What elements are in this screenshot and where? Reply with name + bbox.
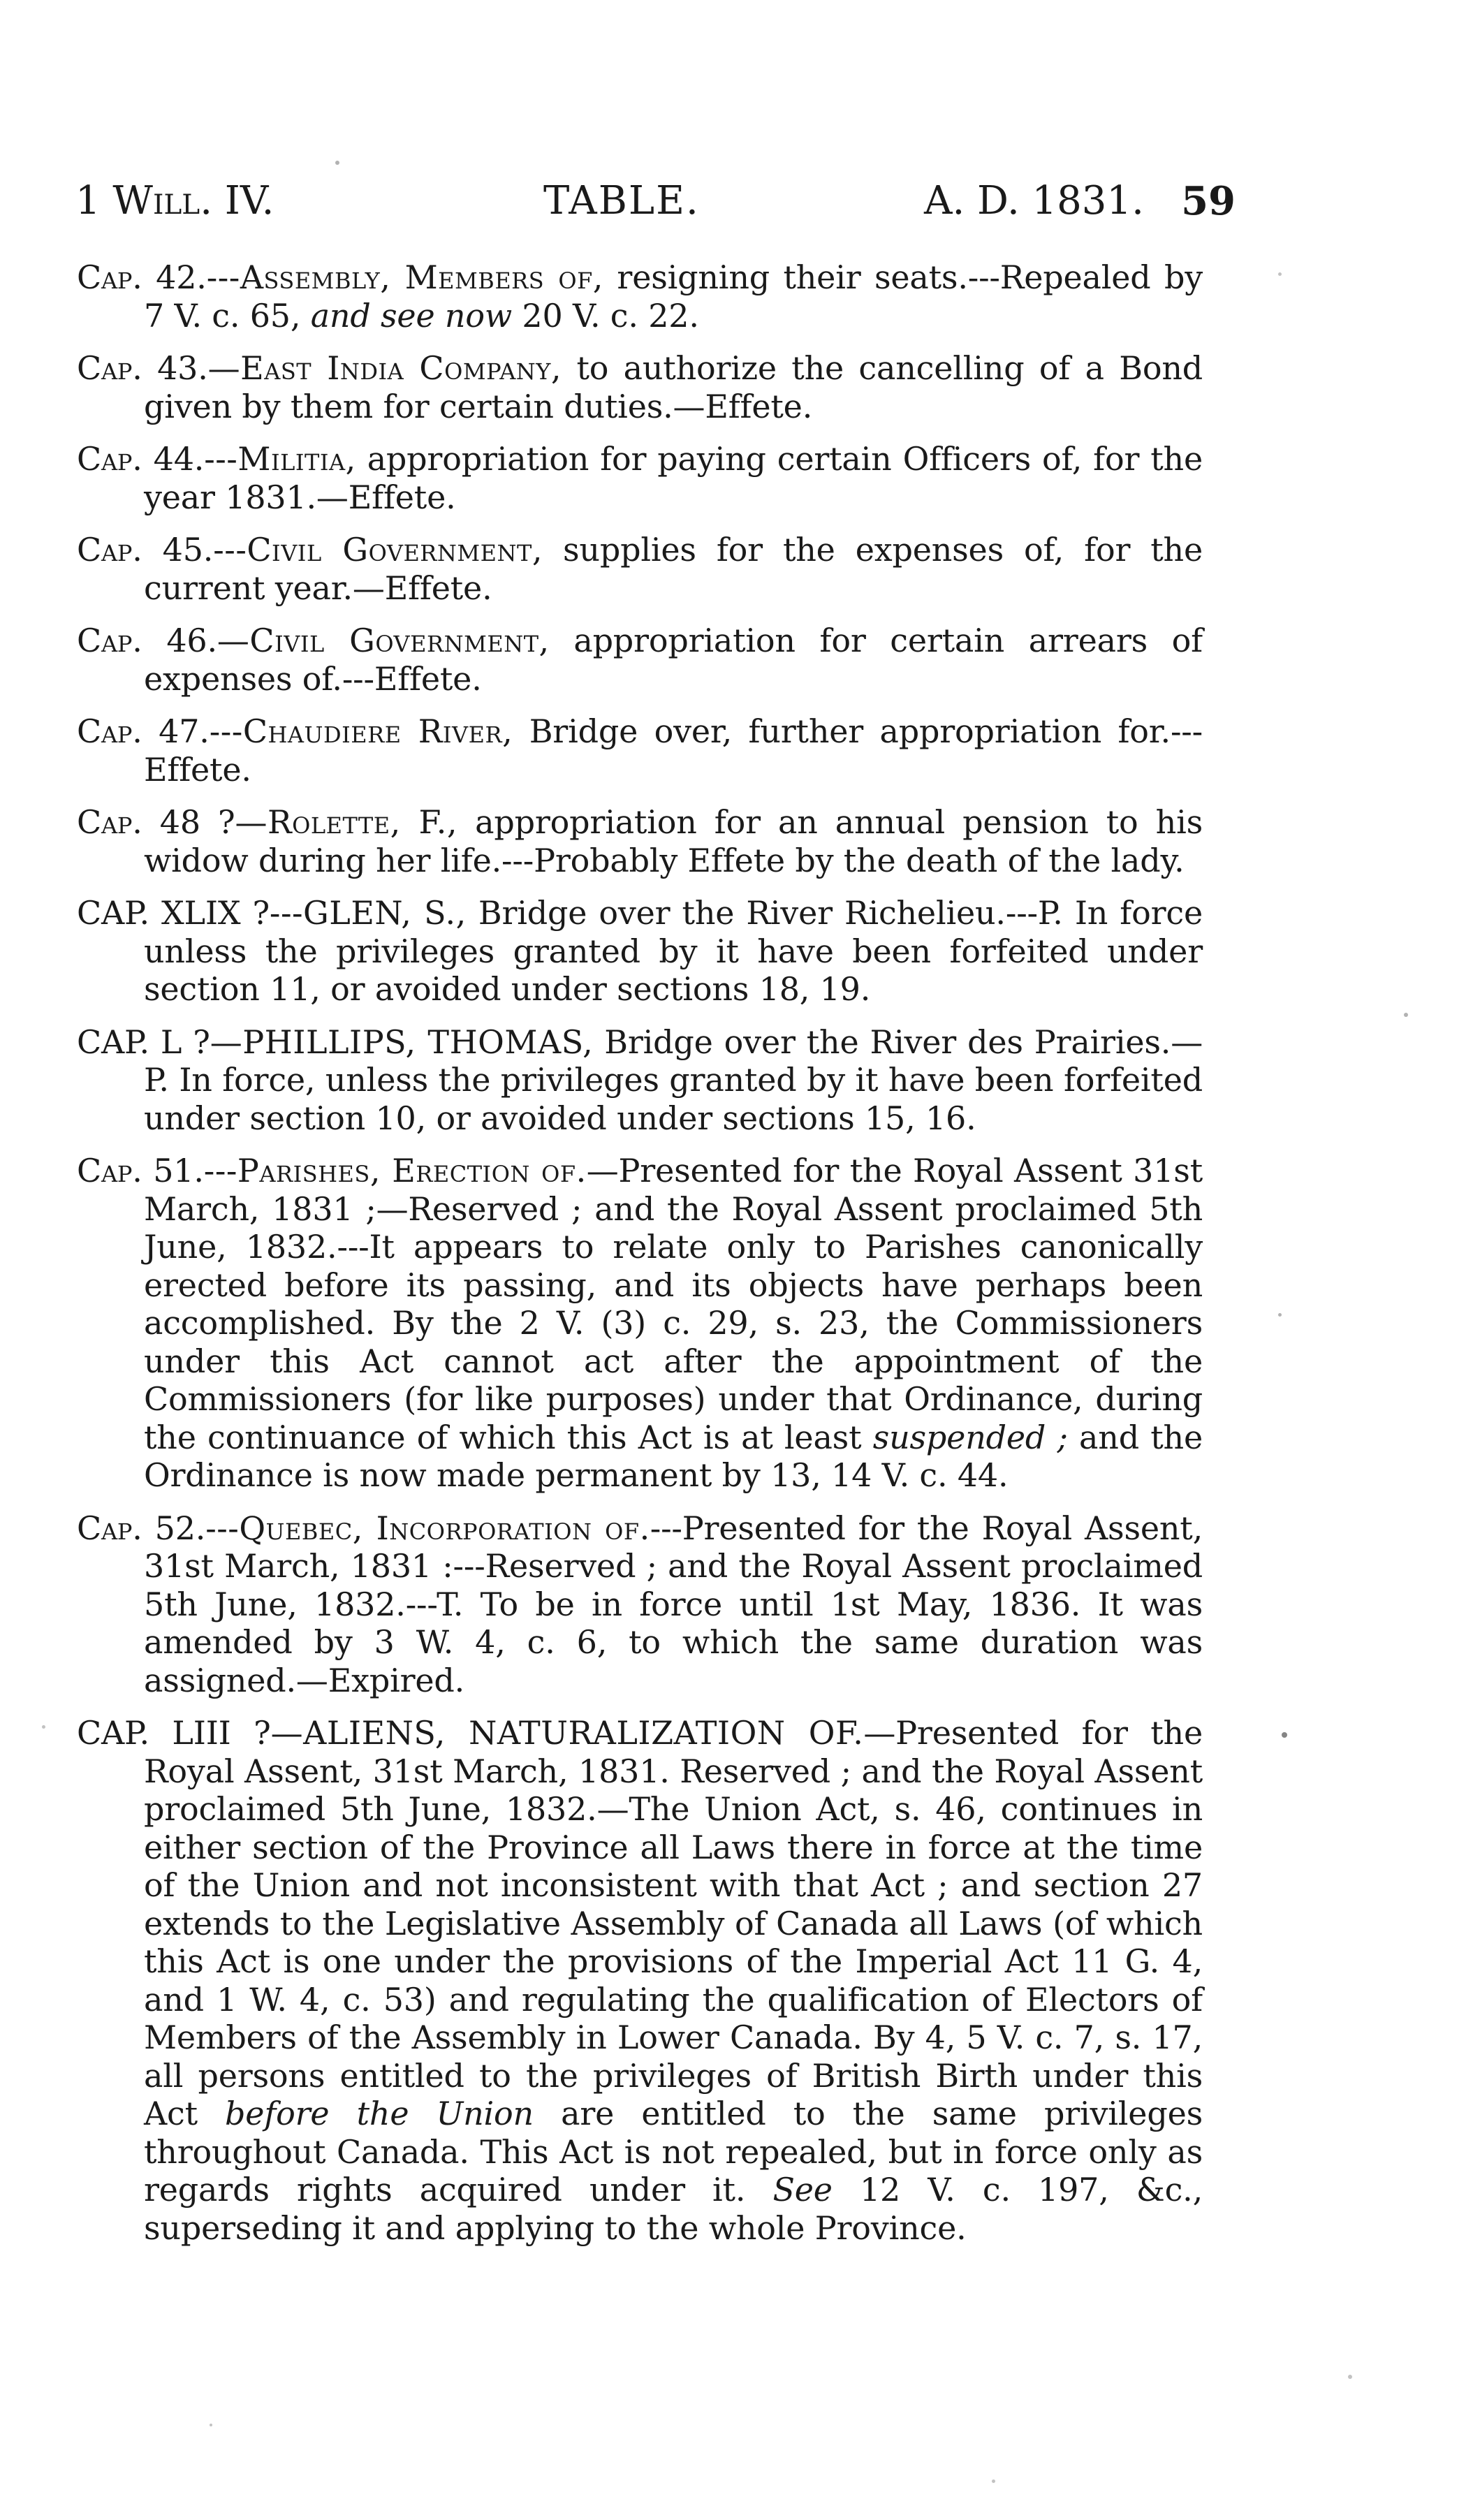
- print-speck: [1348, 2375, 1352, 2379]
- chapter-number: Cap. 43.: [77, 349, 208, 387]
- entry-text: ---Presented for the Royal Assent, 31st March, 1831 :---Reserved ; and the Royal Assent proclaimed 5th June, 1832.---T. To be in force until 1st May, 1836. It was amended by 3 W. 4, c. 6, to which the same duration was assigned.—Expired.: [144, 1509, 1203, 1699]
- chapter-number: Cap. 42.: [77, 258, 207, 296]
- print-speck: [42, 1725, 45, 1729]
- entry-subject: —Rolette, F.,: [235, 803, 458, 841]
- entry-cap-52: [77, 1509, 1203, 1700]
- entry-cap-xlix: [77, 894, 1203, 1009]
- print-speck: [1278, 1313, 1282, 1317]
- chapter-number: CAP. L ?: [77, 1023, 210, 1061]
- print-speck: [1282, 1732, 1287, 1738]
- entry-text: Bridge over the River Richelieu.---P. In force unless the privileges granted by it have been forfeited under section 11, or avoided under sections 18, 19.: [144, 894, 1203, 1008]
- chapter-number: Cap. 48 ?: [77, 803, 235, 841]
- chapter-number: Cap. 45.: [77, 531, 214, 569]
- entry-cap-47: [77, 712, 1203, 789]
- entry-cap-45: [77, 531, 1203, 607]
- entry-subject: ---Chaudiere River,: [209, 712, 513, 750]
- chapter-number: Cap. 51.: [77, 1152, 204, 1189]
- print-speck: [1404, 1013, 1408, 1017]
- entry-italic-text: and see now: [310, 296, 512, 335]
- chapter-number: CAP. XLIX ?: [77, 894, 270, 932]
- entry-subject: ---Parishes, Erection of.: [203, 1152, 587, 1189]
- chapter-number: Cap. 44.: [77, 440, 205, 478]
- entry-cap-liii: [77, 1714, 1203, 2247]
- entry-subject: ---Civil Government,: [213, 531, 543, 569]
- entry-text-tail: 20 V. c. 22.: [512, 296, 699, 335]
- chapter-number: Cap. 52.: [77, 1509, 206, 1547]
- entry-subject: —ALIENS, NATURALIZATION OF.: [270, 1714, 864, 1752]
- entry-text: appropriation for paying certain Officers of, for the year 1831.—Effete.: [144, 440, 1203, 516]
- entry-text: Bridge over the River des Prairies.—P. In force, unless the privileges granted by it have been forfeited under section 10, or avoided under sections 15, 16.: [144, 1023, 1203, 1137]
- chapter-number: CAP. LIII ?: [77, 1714, 271, 1752]
- entry-cap-44: [77, 440, 1203, 516]
- page-number: 59: [1181, 178, 1236, 224]
- entry-text: to authorize the cancelling of a Bond given by them for certain duties.—Effete.: [144, 349, 1203, 425]
- entry-subject: ---Assembly, Members of,: [206, 258, 603, 296]
- print-speck: [210, 2424, 212, 2426]
- chapter-number: Cap. 47.: [77, 712, 210, 750]
- entry-cap-43: [77, 349, 1203, 425]
- entry-text-tail: are entitled to the same privileges throughout Canada. This Act is not repealed, but in force only as regards rights acquired under it.: [144, 2095, 1203, 2208]
- entry-italic-see: See: [772, 2171, 833, 2208]
- entry-cap-51: [77, 1152, 1203, 1495]
- entry-text: supplies for the expenses of, for the current year.—Effete.: [144, 531, 1203, 607]
- entry-text: appropriation for certain arrears of expenses of.---Effete.: [144, 622, 1203, 698]
- table-entries: [77, 258, 1203, 2262]
- entry-subject: ---Militia,: [204, 440, 356, 478]
- entry-cap-l: [77, 1023, 1203, 1138]
- entry-subject: ---Quebec, Incorporation of.: [205, 1509, 650, 1547]
- entry-italic-text: before the Union: [225, 2095, 534, 2132]
- entry-text: Bridge over, further appropriation for.---Effete.: [144, 712, 1203, 789]
- entry-text: resigning their seats.---Repealed by 7 V. c. 65,: [144, 258, 1203, 335]
- running-head-title: TABLE.: [543, 178, 700, 224]
- entry-cap-48: [77, 803, 1203, 879]
- running-head-year: A. D. 1831.: [924, 178, 1144, 224]
- running-head: [75, 173, 1236, 229]
- entry-text: appropriation for an annual pension to his widow during her life.---Probably Effete by the death of the lady.: [144, 803, 1203, 879]
- entry-subject: —East India Company,: [207, 349, 562, 387]
- running-head-regnal-year: 1 Will. IV.: [75, 178, 274, 224]
- entry-cap-46: [77, 622, 1203, 698]
- chapter-number: Cap. 46.: [77, 622, 217, 659]
- entry-text: —Presented for the Royal Assent, 31st March, 1831. Reserved ; and the Royal Assent proclaimed 5th June, 1832.—The Union Act, s. 46, continues in either section of the Province all Laws there in force at the time of the Union and not inconsistent with that Act ; and section 27 extends to the Legislative Assembly of Canada all Laws (of which this Act is one under the provisions of the Imperial Act 11 G. 4, and 1 W. 4, c. 53) and regulating the qualification of Electors of Members of the Assembly in Lower Canada. By 4, 5 V. c. 7, s. 17, all persons entitled to the privileges of British Birth under this Act: [144, 1714, 1203, 2132]
- print-speck: [992, 2479, 995, 2483]
- entry-text-tail: and the Ordinance is now made permanent by 13, 14 V. c. 44.: [144, 1418, 1203, 1494]
- entry-subject: —PHILLIPS, THOMAS,: [210, 1023, 594, 1061]
- entry-text-end: 12 V. c. 197, &c., superseding it and applying to the whole Province.: [144, 2171, 1203, 2247]
- entry-subject: —Civil Government,: [217, 622, 550, 659]
- print-speck: [1278, 272, 1282, 276]
- print-speck: [335, 161, 339, 165]
- entry-italic-text: suspended ;: [872, 1418, 1068, 1456]
- entry-cap-42: [77, 258, 1203, 335]
- entry-text: —Presented for the Royal Assent 31st March, 1831 ;—Reserved ; and the Royal Assent proclaimed 5th June, 1832.---It appears to relate only to Parishes canonically erected before its passing, and its objects have perhaps been accomplished. By the 2 V. (3) c. 29, s. 23, the Commissioners under this Act cannot act after the appointment of the Commissioners (for like purposes) under that Ordinance, during the continuance of which this Act is at least: [144, 1152, 1203, 1456]
- entry-subject: ---GLEN, S.,: [269, 894, 467, 932]
